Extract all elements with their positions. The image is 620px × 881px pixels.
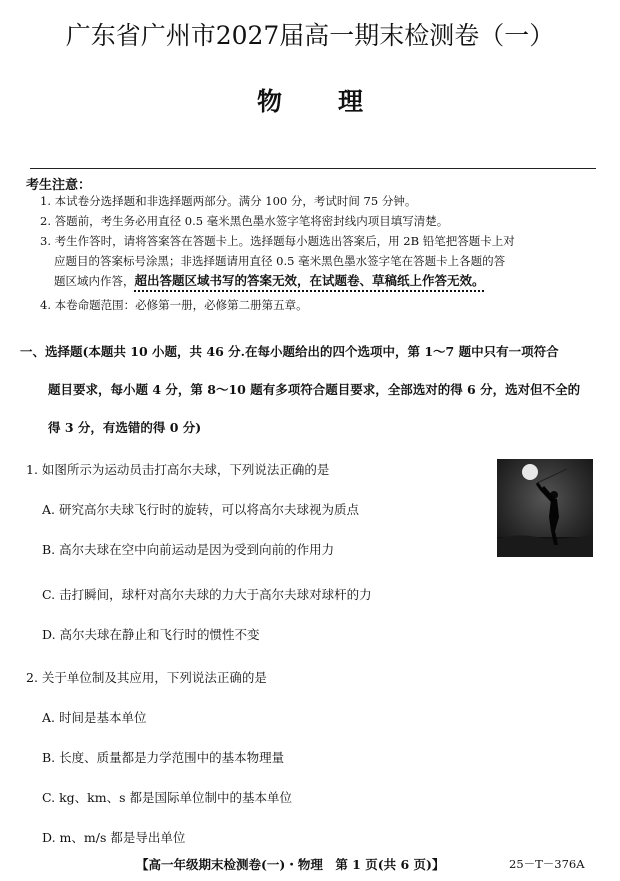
notice-item-3-emphasis: 超出答题区域书写的答案无效，在试题卷、草稿纸上作答无效。 (134, 273, 485, 288)
subject-title (0, 82, 620, 118)
notice-item-3-line-3 (54, 272, 485, 290)
page-footer: 【高一年级期末检测卷(一)・物理 第 1 页(共 6 页)】 (136, 857, 445, 872)
question-2-stem: 2. 关于单位制及其应用，下列说法正确的是 (26, 670, 267, 685)
subject-char-1: 物 (256, 87, 282, 116)
subject-char-2: 理 (338, 87, 364, 116)
notice-item-4: 4. 本卷命题范围：必修第一册，必修第二册第五章。 (40, 298, 308, 312)
question-2-option-a: A. 时间是基本单位 (42, 710, 147, 725)
question-2-option-c: C. kg、km、s 都是国际单位制中的基本单位 (42, 790, 292, 805)
notice-item-3-line-1: 3. 考生作答时，请将答案答在答题卡上。选择题每小题选出答案后，用 2B 铅笔把答题卡上对 (40, 234, 515, 248)
notice-item-1: 1. 本试卷分选择题和非选择题两部分。满分 100 分，考试时间 75 分钟。 (40, 194, 417, 208)
divider (30, 168, 596, 169)
question-1-option-c: C. 击打瞬间，球杆对高尔夫球的力大于高尔夫球对球杆的力 (42, 587, 372, 602)
notice-item-2: 2. 答题前，考生务必用直径 0.5 毫米黑色墨水签字笔将密封线内项目填写清楚。 (40, 214, 449, 228)
section-1-instructions-line-3: 得 3 分，有选错的得 0 分) (48, 420, 202, 435)
notice-heading: 考生注意： (26, 178, 92, 193)
question-1-option-b: B. 高尔夫球在空中向前运动是因为受到向前的作用力 (42, 542, 335, 557)
section-1-instructions-line-1: 一、选择题(本题共 10 小题，共 46 分.在每小题给出的四个选项中，第 1～7 题中只有一项符合 (20, 344, 559, 359)
golfer-photo (497, 459, 593, 557)
exam-title: 广东省广州市2027届高一期末检测卷（一） (65, 21, 555, 50)
question-2-option-b: B. 长度、质量都是力学范围中的基本物理量 (42, 750, 285, 765)
question-1-stem: 1. 如图所示为运动员击打高尔夫球，下列说法正确的是 (26, 462, 330, 477)
notice-item-3-line-2: 应题目的答案标号涂黑；非选择题请用直径 0.5 毫米黑色墨水签字笔在答题卡上各题的答 (54, 254, 506, 268)
section-1-instructions-line-2: 题目要求，每小题 4 分，第 8～10 题有多项符合题目要求，全部选对的得 6 分，选对但不全的 (48, 382, 581, 397)
golfer-silhouette-icon (497, 459, 593, 557)
question-2-option-d: D. m、m/s 都是导出单位 (42, 830, 186, 845)
exam-code: 25－T－376A (509, 857, 585, 871)
question-1-option-a: A. 研究高尔夫球飞行时的旋转，可以将高尔夫球视为质点 (42, 502, 359, 517)
question-1-option-d: D. 高尔夫球在静止和飞行时的惯性不变 (42, 627, 260, 642)
notice-item-3-prefix: 题区域内作答， (54, 274, 135, 288)
